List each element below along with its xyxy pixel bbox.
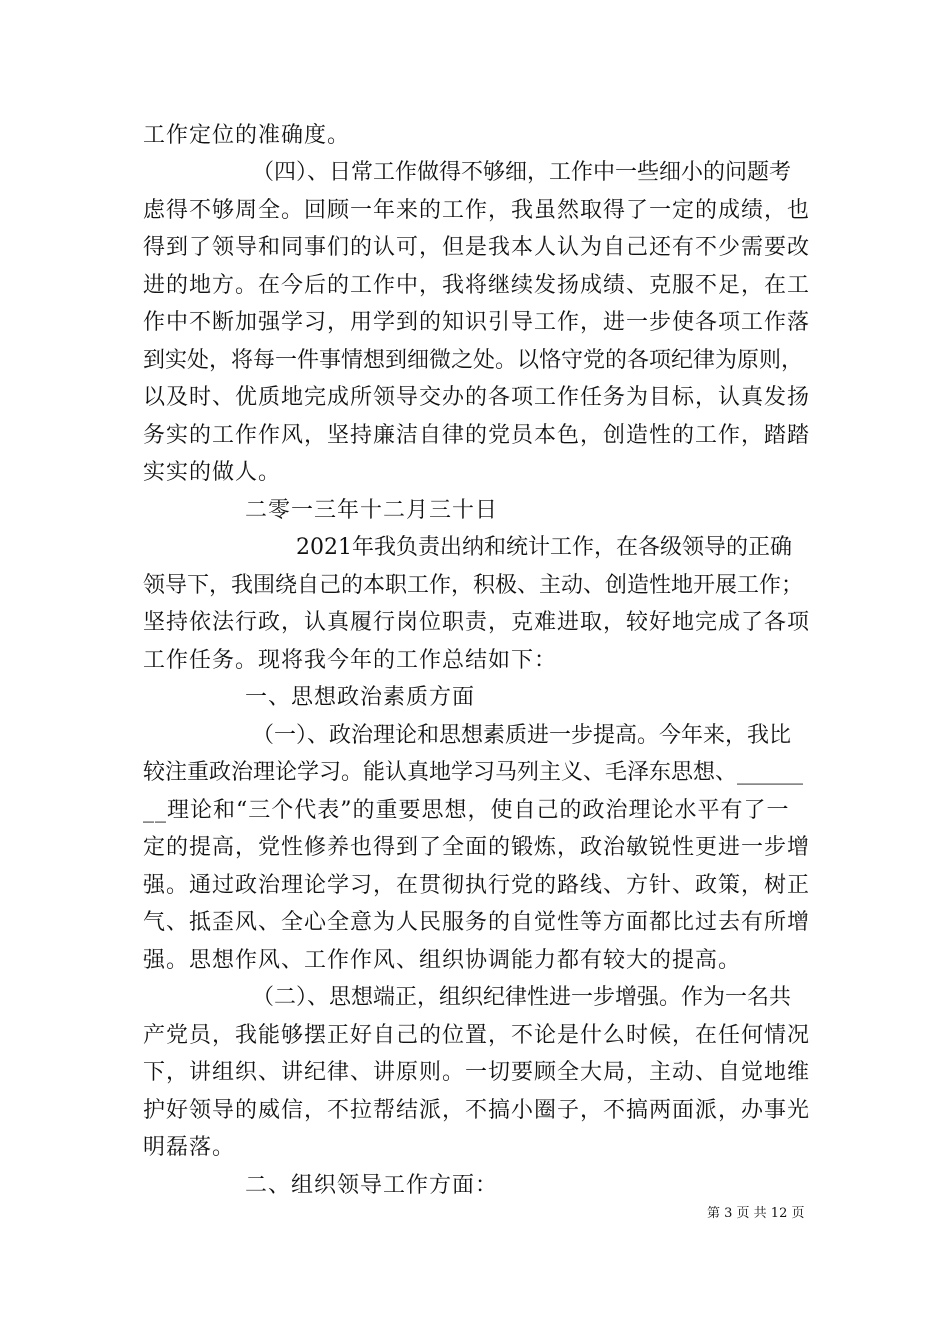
body-text-line: 强。通过政治理论学习，在贯彻执行党的路线、方针、政策，树正 [143,873,811,898]
section-heading: 二、组织领导工作方面： [245,1173,499,1198]
body-text-line: 坚持依法行政，认真履行岗位职责，克难进取，较好地完成了各项 [143,610,811,635]
page-number: 第 3 页 共 12 页 [707,1206,805,1221]
body-text-line: 定的提高，党性修养也得到了全面的锻炼，政治敏锐性更进一步增 [143,835,811,860]
body-text-line: 进的地方。在今后的工作中，我将继续发扬成绩、克服不足，在工 [143,273,811,298]
body-text-line: 领导下，我围绕自己的本职工作，积极、主动、创造性地开展工作； [143,573,804,598]
date-line: 二零一三年十二月三十日 [245,498,499,523]
body-text-line: 实实的做人。 [143,460,282,485]
body-text-line: 护好领导的威信，不拉帮结派，不搞小圈子，不搞两面派，办事光 [143,1098,811,1123]
body-text-line: 工作定位的准确度。 [143,123,351,148]
body-text-line: __理论和“三个代表”的重要思想，使自己的政治理论水平有了一 [143,798,790,823]
body-text-line: 产党员，我能够摆正好自己的位置，不论是什么时候，在任何情况 [143,1023,811,1048]
body-text-line: 较注重政治理论学习。能认真地学习马列主义、毛泽东思想、______ [143,760,804,785]
body-text-line: （四）、日常工作做得不够细，工作中一些细小的问题考 [252,160,792,185]
body-text-line: 务实的工作作风，坚持廉洁自律的党员本色，创造性的工作，踏踏 [143,423,811,448]
body-text-line: 作中不断加强学习，用学到的知识引导工作，进一步使各项工作落 [143,310,811,335]
body-text-line: 气、抵歪风、全心全意为人民服务的自觉性等方面都比过去有所增 [143,910,811,935]
body-text-line: 虑得不够周全。回顾一年来的工作，我虽然取得了一定的成绩，也 [143,198,811,223]
section-heading: 一、思想政治素质方面 [245,685,476,710]
body-text-line: 强。思想作风、工作作风、组织协调能力都有较大的提高。 [143,948,742,973]
body-text-line: 工作任务。现将我今年的工作总结如下： [143,648,558,673]
body-text-line: 明磊落。 [143,1135,236,1160]
body-text-line: 2021年我负责出纳和统计工作，在各级领导的正确 [296,535,792,560]
body-text-line: 得到了领导和同事们的认可，但是我本人认为自己还有不少需要改 [143,235,811,260]
body-text-line: 下，讲组织、讲纪律、讲原则。一切要顾全大局，主动、自觉地维 [143,1060,811,1085]
body-text-line: 到实处，将每一件事情想到细微之处。以恪守党的各项纪律为原则， [143,348,804,373]
body-text-line: 以及时、优质地完成所领导交办的各项工作任务为目标，认真发扬 [143,385,811,410]
body-text-line: （一）、政治理论和思想素质进一步提高。今年来，我比 [252,723,792,748]
body-text-line: （二）、思想端正，组织纪律性进一步增强。作为一名共 [252,985,792,1010]
